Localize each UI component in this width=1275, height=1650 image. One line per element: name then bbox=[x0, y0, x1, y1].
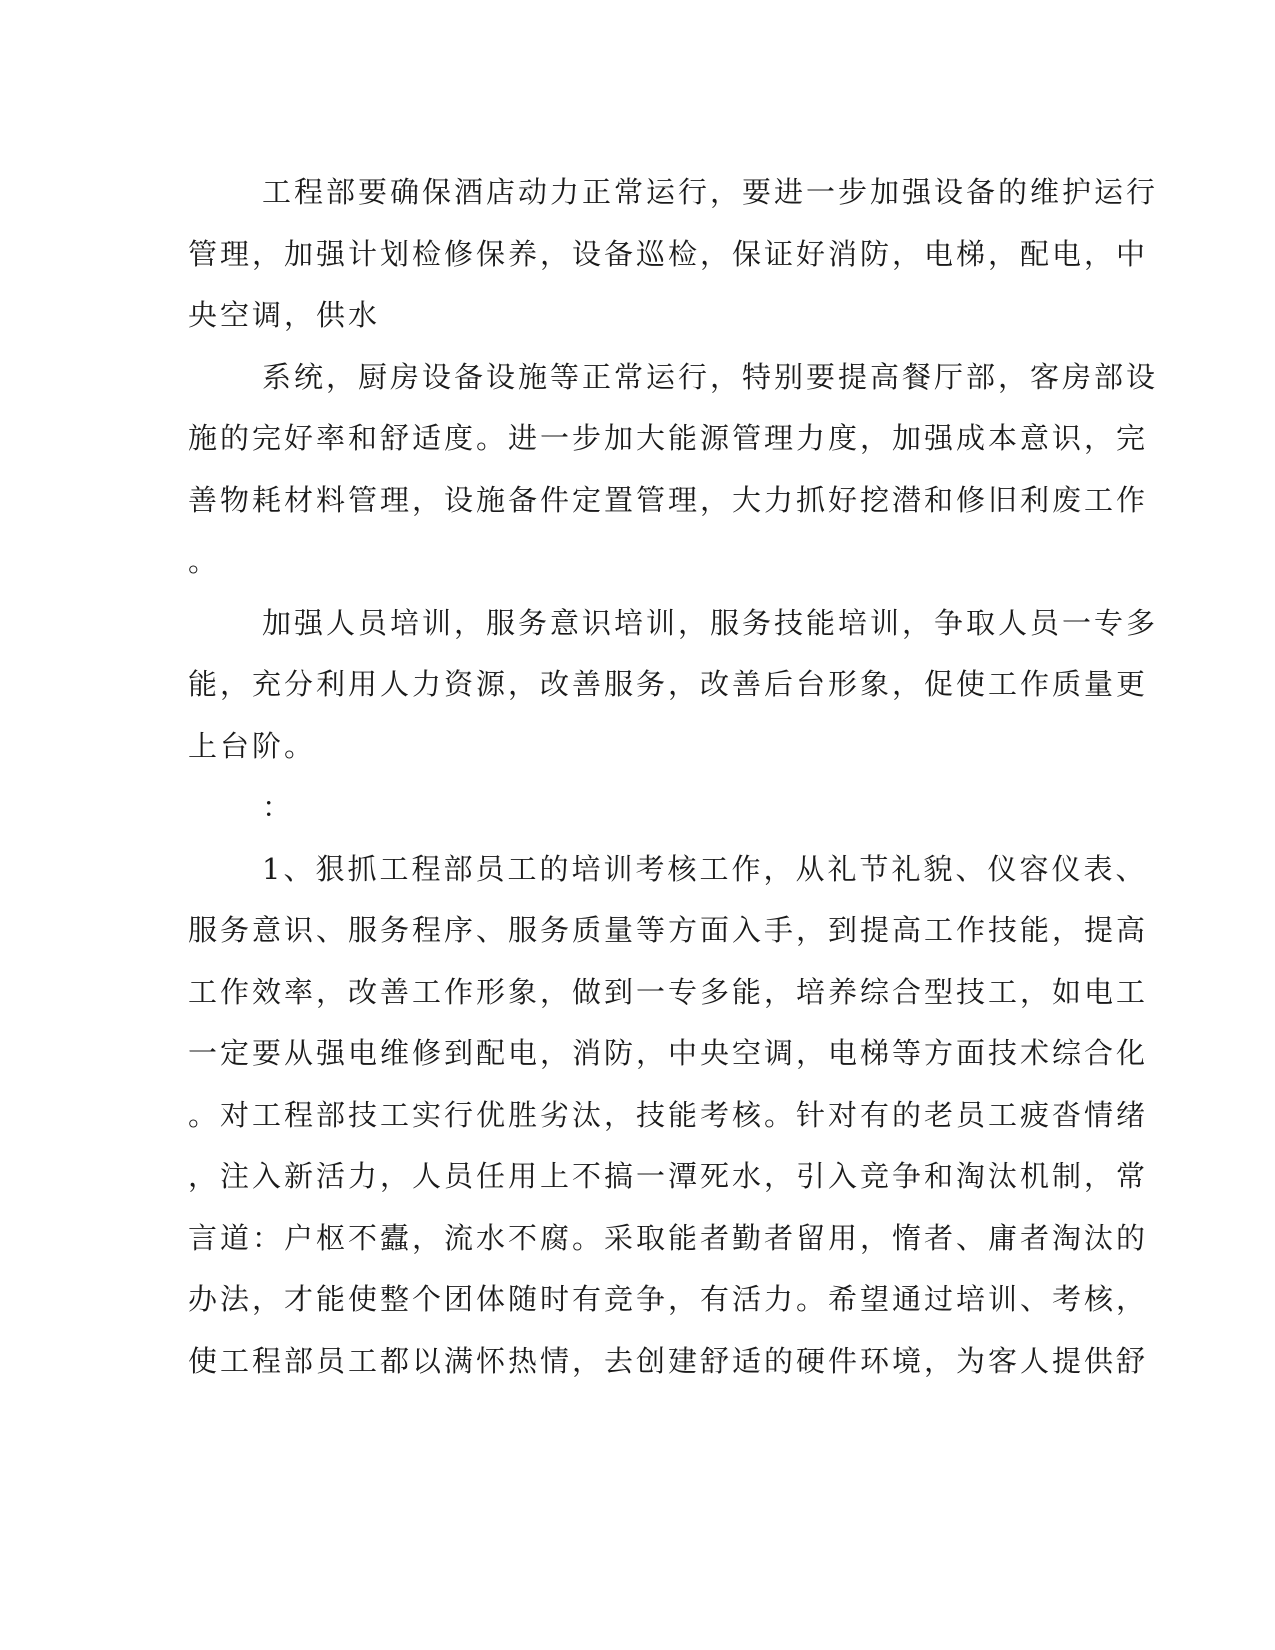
text-line: 工程部要确保酒店动力正常运行，要进一步加强设备的维护运行 bbox=[262, 175, 1159, 209]
text-line: 加强人员培训，服务意识培训，服务技能培训，争取人员一专多 bbox=[262, 605, 1159, 640]
text-line: 一定要从强电维修到配电，消防，中央空调，电梯等方面技术综合化 bbox=[188, 1036, 1149, 1070]
text-line: 上台阶。 bbox=[188, 728, 317, 763]
text-line: 使工程部员工都以满怀热情，去创建舒适的硬件环境，为客人提供舒 bbox=[188, 1343, 1149, 1378]
text-line: 央空调，供水 bbox=[188, 298, 381, 332]
text-line: 言道：户枢不蠹，流水不腐。采取能者勤者留用，惰者、庸者淘汰的 bbox=[188, 1220, 1149, 1255]
text-line: 工作效率，改善工作形象，做到一专多能，培养综合型技工，如电工 bbox=[188, 974, 1149, 1009]
text-line: 服务意识、服务程序、服务质量等方面入手，到提高工作技能，提高 bbox=[188, 913, 1149, 947]
body-text bbox=[188, 162, 1159, 1392]
text-line: 。对工程部技工实行优胜劣汰，技能考核。针对有的老员工疲沓情绪 bbox=[188, 1097, 1149, 1132]
text-line: 。 bbox=[188, 544, 221, 578]
text-line: 管理，加强计划检修保养，设备巡检，保证好消防，电梯，配电，中 bbox=[188, 236, 1149, 271]
text-line: 施的完好率和舒适度。进一步加大能源管理力度，加强成本意识，完 bbox=[188, 421, 1149, 455]
text-line: 能，充分利用人力资源，改善服务，改善后台形象，促使工作质量更 bbox=[188, 667, 1149, 701]
text-line: 系统，厨房设备设施等正常运行，特别要提高餐厅部，客房部设 bbox=[262, 359, 1159, 394]
text-line: ，注入新活力，人员任用上不搞一潭死水，引入竞争和淘汰机制，常 bbox=[188, 1159, 1149, 1193]
text-line: ： bbox=[262, 790, 295, 824]
text-line: 办法，才能使整个团体随时有竞争，有活力。希望通过培训、考核， bbox=[188, 1282, 1149, 1316]
text-line: 善物耗材料管理，设施备件定置管理，大力抓好挖潜和修旧利废工作 bbox=[188, 482, 1149, 517]
text-line: 1、狠抓工程部员工的培训考核工作，从礼节礼貌、仪容仪表、 bbox=[262, 851, 1148, 886]
